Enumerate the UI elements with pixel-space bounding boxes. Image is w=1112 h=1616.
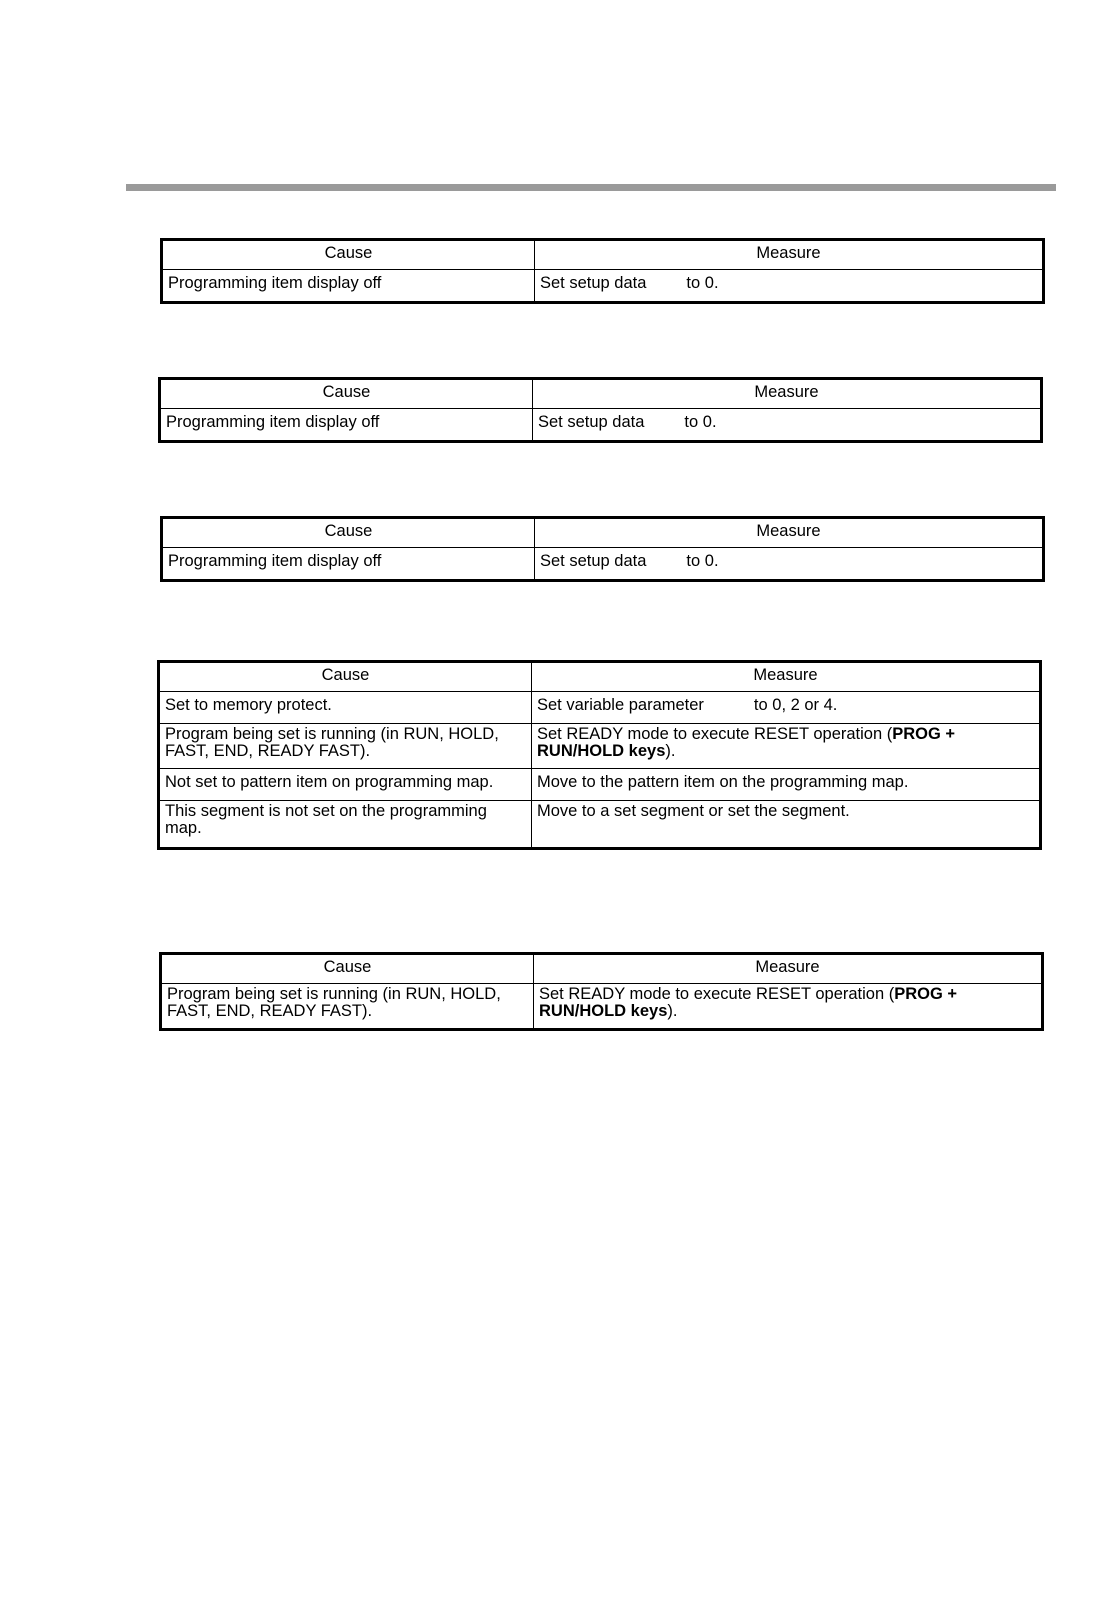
measure-text: Set READY mode to execute RESET operation ( — [537, 725, 893, 743]
measure-cell — [535, 548, 1044, 581]
table-header-row — [159, 662, 1041, 692]
cause-measure-table-5 — [159, 952, 1044, 1031]
cause-header: Cause — [159, 662, 532, 692]
cause-cell: Programming item display off — [160, 409, 533, 442]
measure-cell — [532, 692, 1041, 724]
cause-measure-table-2 — [158, 377, 1043, 443]
measure-text: Set READY mode to execute RESET operation ( — [539, 985, 895, 1003]
measure-text: Set setup data — [538, 413, 645, 431]
measure-text-tail: ). — [665, 742, 676, 760]
cause-cell: Programming item display off — [162, 548, 535, 581]
cause-header: Cause — [162, 518, 535, 548]
table-row — [160, 409, 1042, 442]
cause-cell: Set to memory protect. — [159, 692, 532, 724]
measure-cell: Move to the pattern item on the programming map. — [532, 769, 1041, 801]
cause-header: Cause — [162, 240, 535, 270]
measure-text-tail: to 0. — [686, 274, 719, 292]
key-combination: PROG + RUN/HOLD keys — [539, 985, 958, 1020]
measure-cell: Move to a set segment or set the segment. — [532, 801, 1041, 849]
measure-header: Measure — [532, 662, 1041, 692]
cause-measure-table-3 — [160, 516, 1045, 582]
table-row — [159, 692, 1041, 724]
table-row — [159, 769, 1041, 801]
table-row — [161, 984, 1043, 1030]
measure-header: Measure — [535, 518, 1044, 548]
measure-text-tail: to 0. — [686, 552, 719, 570]
measure-cell — [535, 270, 1044, 303]
cause-cell: Program being set is running (in RUN, HOLD, FAST, END, READY FAST). — [161, 984, 534, 1030]
cause-cell: Not set to pattern item on programming map. — [159, 769, 532, 801]
measure-text: Set variable parameter — [537, 696, 704, 714]
measure-text: Set setup data — [540, 274, 647, 292]
table-row — [159, 724, 1041, 769]
measure-header: Measure — [533, 379, 1042, 409]
key-combination: PROG + RUN/HOLD keys — [537, 725, 956, 760]
measure-cell — [534, 984, 1043, 1030]
table-header-row — [162, 240, 1044, 270]
measure-text-tail: to 0. — [684, 413, 717, 431]
measure-cell — [532, 724, 1041, 769]
measure-header: Measure — [534, 954, 1043, 984]
cause-cell: Program being set is running (in RUN, HOLD, FAST, END, READY FAST). — [159, 724, 532, 769]
cause-cell: This segment is not set on the programming map. — [159, 801, 532, 849]
cause-measure-table-4 — [157, 660, 1042, 850]
table-row — [159, 801, 1041, 849]
table-header-row — [162, 518, 1044, 548]
table-header-row — [160, 379, 1042, 409]
table-row — [162, 548, 1044, 581]
cause-measure-table-1 — [160, 238, 1045, 304]
cause-cell: Programming item display off — [162, 270, 535, 303]
measure-cell — [533, 409, 1042, 442]
table-header-row — [161, 954, 1043, 984]
measure-text: Set setup data — [540, 552, 647, 570]
measure-header: Measure — [535, 240, 1044, 270]
section-divider — [126, 184, 1056, 191]
cause-header: Cause — [161, 954, 534, 984]
cause-header: Cause — [160, 379, 533, 409]
measure-text-tail: ). — [667, 1002, 678, 1020]
measure-text-tail: to 0, 2 or 4. — [753, 696, 838, 714]
table-row — [162, 270, 1044, 303]
